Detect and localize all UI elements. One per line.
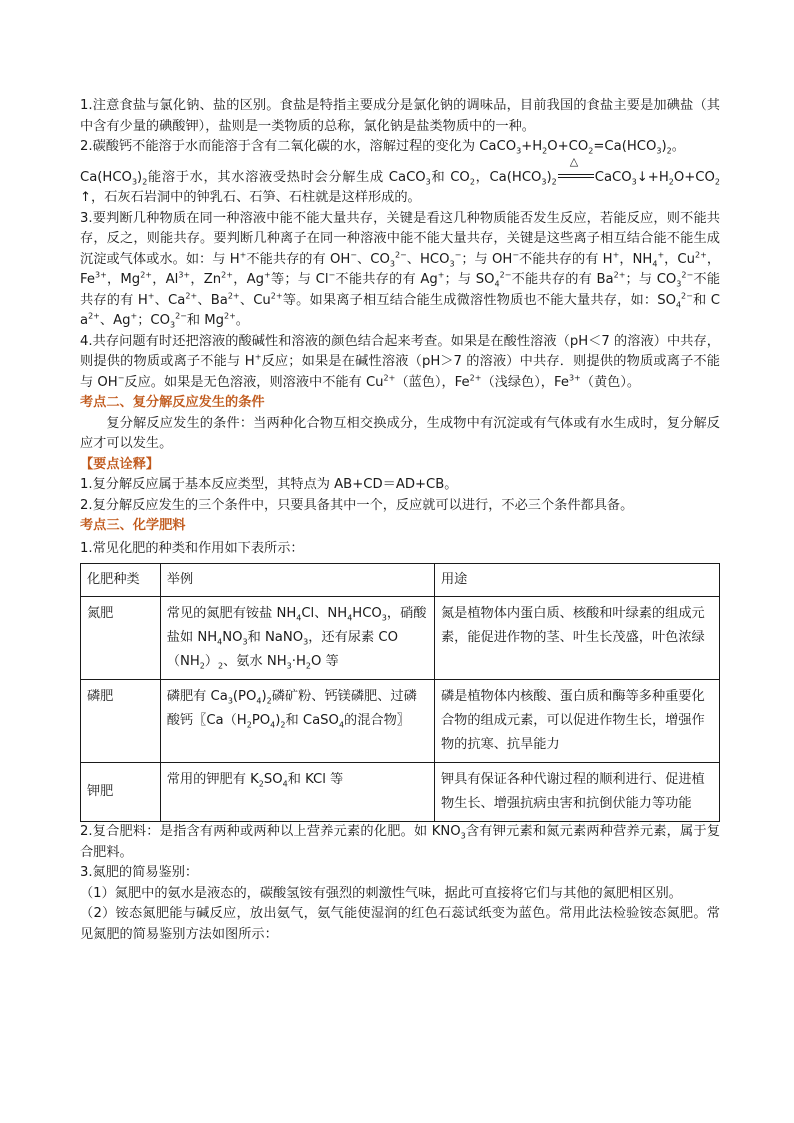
table-cell-use: 钾具有保证各种代谢过程的顺利进行、促进植物生长、增强抗病虫害和抗倒伏能力等功能 (434, 763, 719, 822)
document-body (80, 96, 720, 945)
table-cell-use: 氮是植物体内蛋白质、核酸和叶绿素的组成元素，能促进作物的茎、叶生长茂盛，叶色浓绿 (434, 597, 719, 680)
table-cell-example: 常见的氮肥有铵盐 $NH_4Cl$、$NH_4HCO_3$，硝酸盐如 $NH_4NO_3$和 NaNO$_3$，还有尿素 $CO(NH_2)_2$、氨水 $NH_3\cdot H_2O$ 等 (160, 597, 434, 680)
table-cell-example: 磷肥有 $Ca_3(PO_4)_2$磷矿粉、钙镁磷肥、过磷酸钙〖$Ca(H_2PO_4)_2$和 CaSO$_4$的混合物〗 (160, 680, 434, 763)
paragraph-3: 3.要判断几种物质在同一种溶液中能不能大量共存，关键是看这几种物质能否发生反应，若能反应，则不能共存，反之，则能共存。要判断几种离子在同一种溶液中能不能大量共存，关键是这些离子相互结合能不能生成沉淀或气体或水。如：与 H+不能共存的有 OH−、$CO_3^{2-}$、$HCO_3^-$；与 OH−不能共存的有 H+，$NH_4^+$，$Cu^{2+}$，$Fe^{3+}$，$Mg^{2+}$，$Al^{3+}$，$Zn^{2+}$，Ag+等；与 Cl−不能共存的有 Ag+；与 $SO_4^{2-}$不能共存的有 $Ba^{2+}$；与 $CO_3^{2-}$不能共存的有 H+、$Ca^{2+}$、$Ba^{2+}$、$Cu^{2+}$等。如果离子相互结合能生成微溶性物质也不能大量共存，如：$SO_4^{2-}$和 $Ca^{2+}$、Ag+；$CO_3^{2-}$和 $Mg^{2+}$。 (80, 210, 721, 330)
table-header: 化肥种类 (81, 564, 161, 597)
paragraph-4: 4.共存问题有时还把溶液的酸碱性和溶液的颜色结合起来考查。如果是在酸性溶液（pH＜7 的溶液）中共存，则提供的物质或离子不能与 H+反应；如果是在碱性溶液（pH＞7 的溶液）中共存．则提供的物质或离子不能与 OH−反应。如果是无色溶液，则溶液中不能有 $Cu^{2+}$（蓝色），$Fe^{2+}$（浅绿色），$Fe^{3+}$（黄色）。 (80, 333, 720, 390)
table-header-row (81, 564, 720, 597)
section-heading-3: 考点三、化学肥料 (80, 518, 186, 533)
table-cell-kind: 氮肥 (81, 597, 161, 680)
table-row (81, 763, 720, 822)
table-header: 用途 (434, 564, 719, 597)
table-cell-kind: 钾肥 (81, 763, 161, 822)
paragraph-2: 2.碳酸钙不能溶于水而能溶于含有二氧化碳的水，溶解过程的变化为 $CaCO_3+H_2O+CO_2=Ca(HCO_3)_2$。 (80, 139, 685, 156)
paragraph-10: 3.氮肥的简易鉴别： (80, 865, 199, 880)
table-header: 举例 (160, 564, 434, 597)
paragraph-2b: $Ca(HCO_3)_2$能溶于水，其水溶液受热时会分解生成 CaCO$_3$和 $CO_2$，$Ca(HCO_3)_2$ △ $CaCO_3↓+H_2O+CO_2↑$，石灰石岩洞中的钟乳石、石笋、石柱就是这样形成的。 (80, 154, 720, 205)
paragraph-8: 1.常见化肥的种类和作用如下表所示： (80, 540, 304, 556)
paragraph-12: （2）铵态氮肥能与碱反应，放出氨气，氨气能使湿润的红色石蕊试纸变为蓝色。常用此法检验铵态氮肥。常见氮肥的简易鉴别方法如图所示： (80, 906, 720, 942)
table-cell-use: 磷是植物体内核酸、蛋白质和酶等多种重要化合物的组成元素，可以促进作物生长，增强作物的抗寒、抗旱能力 (434, 680, 719, 763)
paragraph-11: （1）氮肥中的氨水是液态的，碳酸氢铵有强烈的刺激性气味，据此可直接将它们与其他的氮肥相区别。 (80, 885, 682, 901)
table-cell-kind: 磷肥 (81, 680, 161, 763)
paragraph-9: 2.复合肥料：是指含有两种或两种以上营养元素的化肥。如 $KNO_3$含有钾元素和氮元素两种营养元素，属于复合肥料。 (80, 824, 721, 860)
table-row (81, 597, 720, 680)
table-cell-example: 常用的钾肥有 $K_2SO_4$和 KCl 等 (160, 763, 434, 822)
paragraph-7: 2.复分解反应发生的三个条件中，只要具备其中一个，反应就可以进行，不必三个条件都具备。 (80, 497, 634, 513)
heating-condition (558, 154, 594, 184)
heat-triangle-icon: △ (569, 154, 579, 168)
section-heading-2: 考点二、复分解反应发生的条件 (80, 395, 265, 410)
paragraph-5: 复分解反应发生的条件：当两种化合物互相交换成分，生成物中有沉淀或有气体或有水生成时，复分解反应才可以发生。 (80, 415, 720, 451)
table-row (81, 680, 720, 763)
paragraph-6: 1.复分解反应属于基本反应类型，其特点为 AB+CD＝AD+CB。 (80, 477, 458, 492)
fertilizer-table (80, 563, 720, 822)
key-points-heading: 【要点诠释】 (80, 456, 160, 472)
paragraph-1: 1.注意食盐与氯化钠、盐的区别。食盐是特指主要成分是氯化钠的调味品，目前我国的食盐主要是加碘盐（其中含有少量的碘酸钾），盐则是一类物质的总称，氯化钠是盐类物质中的一种。 (80, 98, 720, 134)
